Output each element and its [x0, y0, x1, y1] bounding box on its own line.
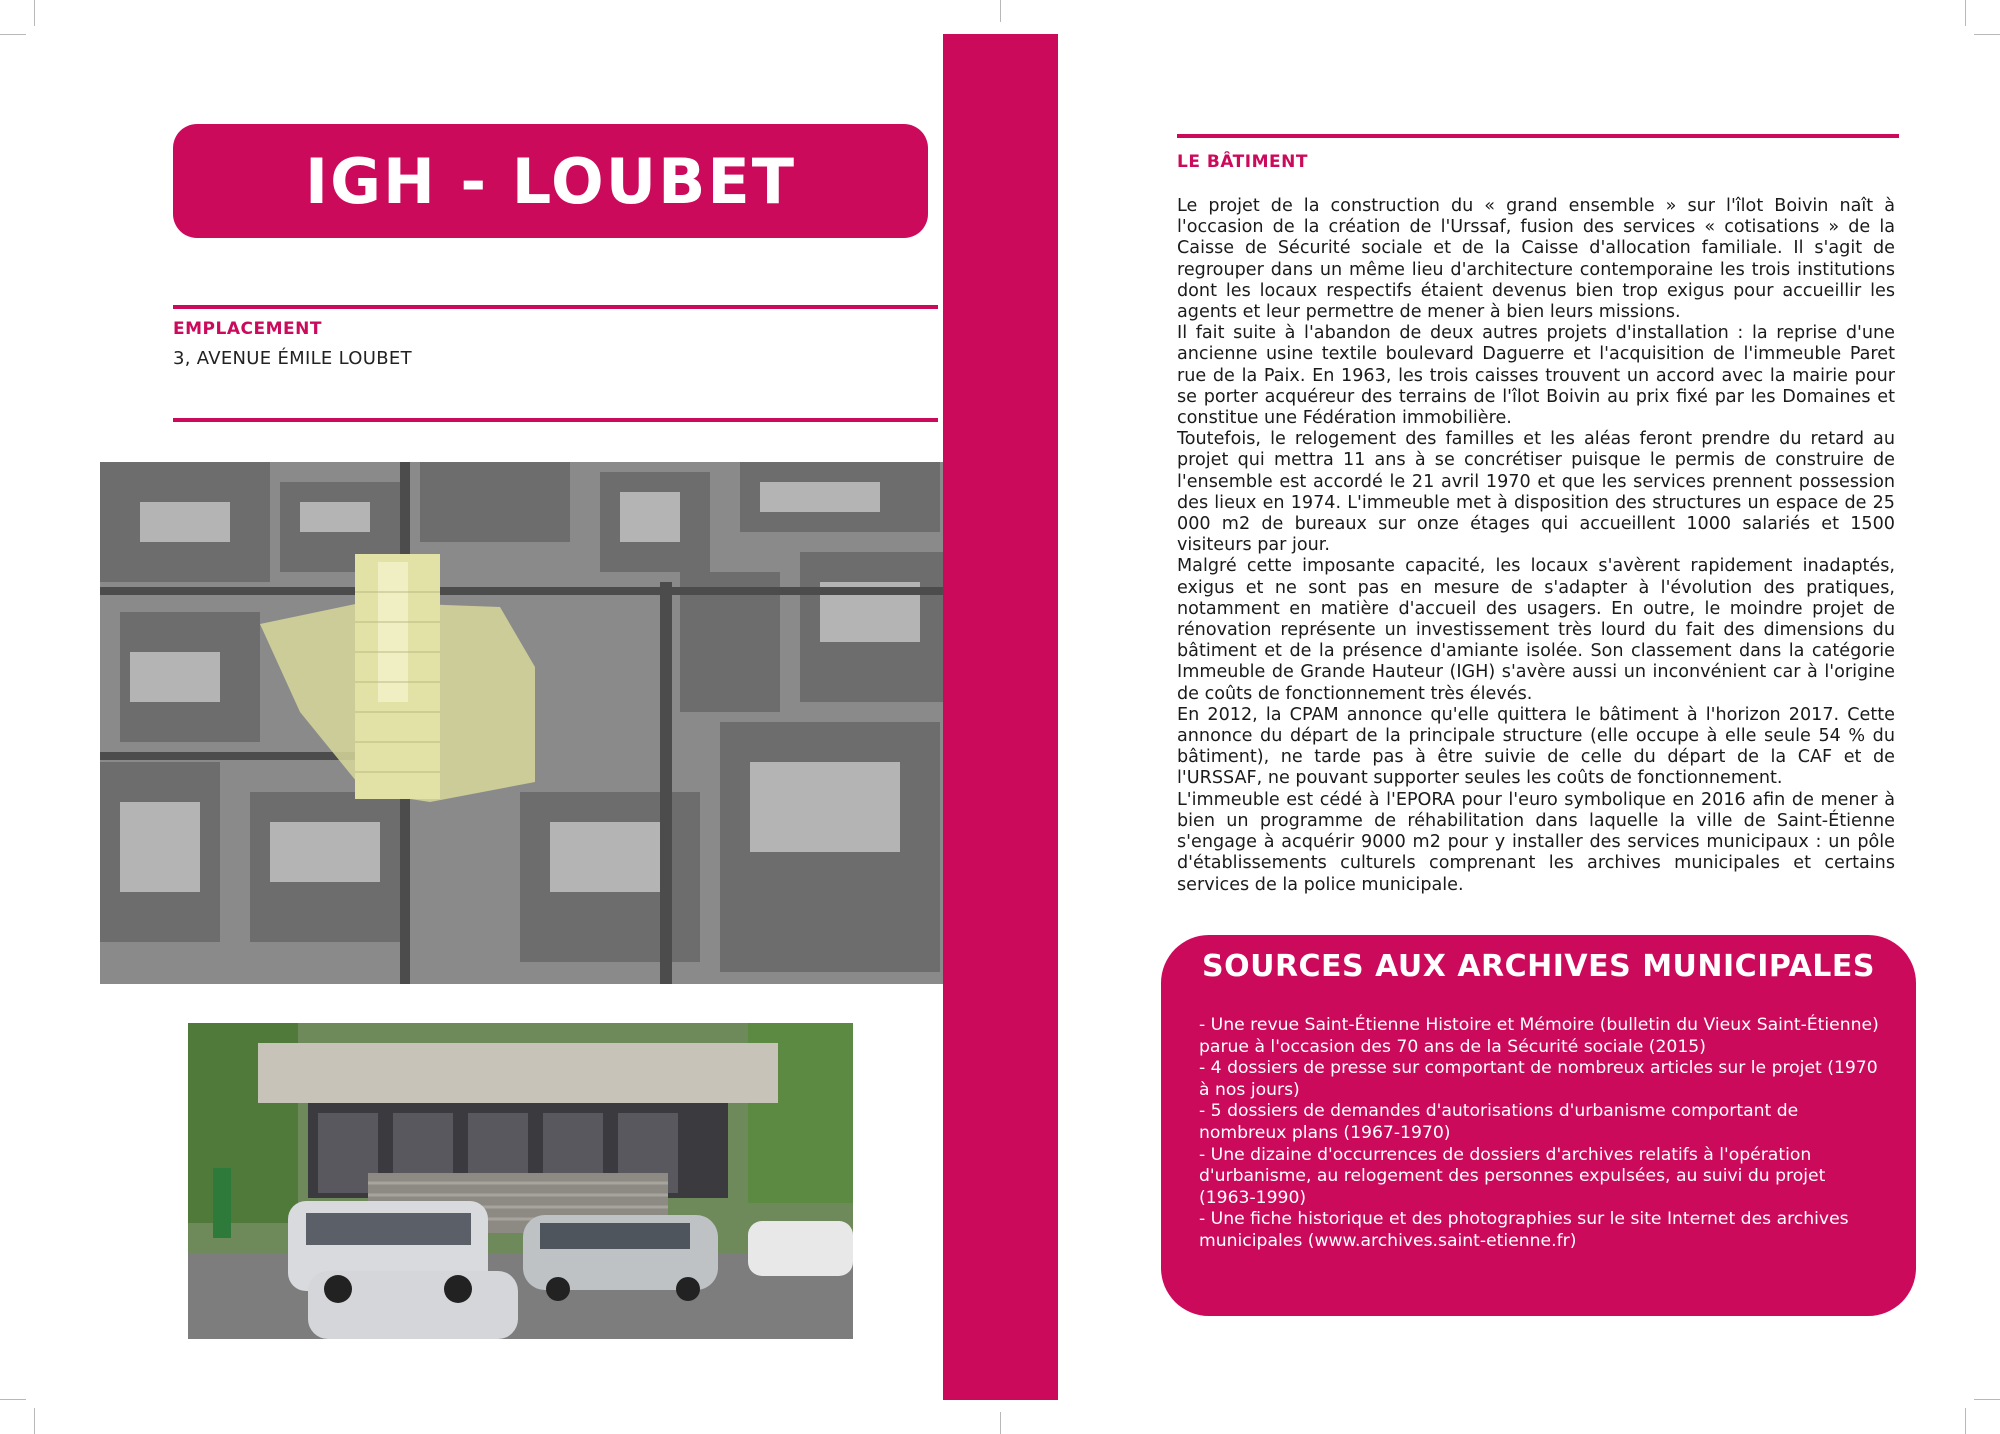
paragraph: Le projet de la construction du « grand ensemble » sur l'îlot Boivin naît à l'occasion de la création de l'Urssaf, fusion des services « cotisations » de la Caisse de Sécurité sociale et de la Caisse d'allocation familiale. Il s'agit de regrouper dans un même lieu d'architecture contemporaine les trois institutions dont les locaux respectifs étaient devenus bien trop exigus pour accueillir les agents et leur permettre de mener à bien leurs missions. — [1177, 196, 1895, 323]
crop-mark — [0, 34, 26, 35]
center-band — [943, 34, 1058, 1400]
crop-mark — [1965, 0, 1966, 26]
crop-mark — [1974, 1399, 2000, 1400]
sources-title: SOURCES AUX ARCHIVES MUNICIPALES — [1201, 949, 1876, 984]
paragraph: Toutefois, le relogement des familles et les aléas feront prendre du retard au projet qui mettra 11 ans à se concrétiser puisque le permis de construire de l'ensemble est accordé le 21 avril 1970 et que les services prennent possession des lieux en 1974. L'immeuble met à disposition des structures un espace de 25 000 m2 de bureaux sur onze étages qui accueillent 1000 salariés et 1500 visiteurs par jour. — [1177, 429, 1895, 556]
paragraph: Malgré cette imposante capacité, les locaux s'avèrent rapidement inadaptés, exigus et ne sont pas en mesure de s'adapter à l'évolution des pratiques, notamment en matière d'accueil des usagers. En outre, le moindre projet de rénovation représente un investissement très lourd du fait des dimensions du bâtiment et de la présence d'amiante isolée. Son classement dans la catégorie Immeuble de Grande Hauteur (IGH) s'avère aussi un inconvénient car à l'origine de coûts de fonctionnement très élevés. — [1177, 556, 1895, 704]
street-photo — [188, 1023, 853, 1339]
location-label: EMPLACEMENT — [173, 319, 322, 339]
location-value: 3, AVENUE ÉMILE LOUBET — [173, 348, 412, 369]
sources-box — [1161, 935, 1916, 1316]
paragraph: L'immeuble est cédé à l'EPORA pour l'euro symbolique en 2016 afin de mener à bien un programme de réhabilitation dans laquelle la ville de Saint-Étienne s'engage à acquérir 9000 m2 pour y installer des services municipaux : un pôle d'établissements culturels comprenant les archives municipales et certains services de la police municipale. — [1177, 789, 1895, 895]
page-title: IGH - LOUBET — [305, 144, 796, 218]
crop-mark — [1000, 0, 1001, 22]
crop-mark — [34, 1408, 35, 1434]
building-heading: LE BÂTIMENT — [1177, 152, 1308, 172]
title-banner — [173, 124, 928, 238]
sources-list — [1199, 1015, 1879, 1253]
crop-mark — [1974, 34, 2000, 35]
crop-mark — [34, 0, 35, 26]
crop-mark — [1965, 1408, 1966, 1434]
divider — [1177, 134, 1899, 138]
paragraph: Il fait suite à l'abandon de deux autres projets d'installation : la reprise d'une ancienne usine textile boulevard Daguerre et l'acquisition de l'immeuble Paret rue de la Paix. En 1963, les trois caisses trouvent un accord avec la mairie pour se porter acquéreur des terrains de l'îlot Boivin au prix fixé par les Domaines et constitue une Fédération immobilière. — [1177, 323, 1895, 429]
list-item: - 4 dossiers de presse sur comportant de nombreux articles sur le projet (1970 à nos jours) — [1199, 1058, 1878, 1100]
crop-mark — [1000, 1412, 1001, 1434]
divider — [173, 305, 938, 309]
paragraph: En 2012, la CPAM annonce qu'elle quittera le bâtiment à l'horizon 2017. Cette annonce du départ de la principale structure (elle occupe à elle seule 54 % du bâtiment), ne tarde pas à être suivie de celle du départ de la CAF et de l'URSSAF, ne pouvant supporter seules les coûts de fonctionnement. — [1177, 704, 1895, 789]
list-item: - Une fiche historique et des photographies sur le site Internet des archives municipales (www.archives.saint-etienne.fr) — [1199, 1209, 1849, 1251]
divider — [173, 418, 938, 422]
aerial-photo — [100, 462, 943, 984]
list-item: - Une dizaine d'occurrences de dossiers d'archives relatifs à l'opération d'urbanisme, au relogement des personnes expulsées, au suivi du projet (1963-1990) — [1199, 1144, 1826, 1208]
building-text — [1177, 196, 1895, 896]
list-item: - Une revue Saint-Étienne Histoire et Mémoire (bulletin du Vieux Saint-Étienne) parue à l'occasion des 70 ans de la Sécurité sociale (2015) — [1199, 1015, 1879, 1057]
list-item: - 5 dossiers de demandes d'autorisations d'urbanisme comportant de nombreux plans (1967-1970) — [1199, 1101, 1799, 1143]
crop-mark — [0, 1399, 26, 1400]
